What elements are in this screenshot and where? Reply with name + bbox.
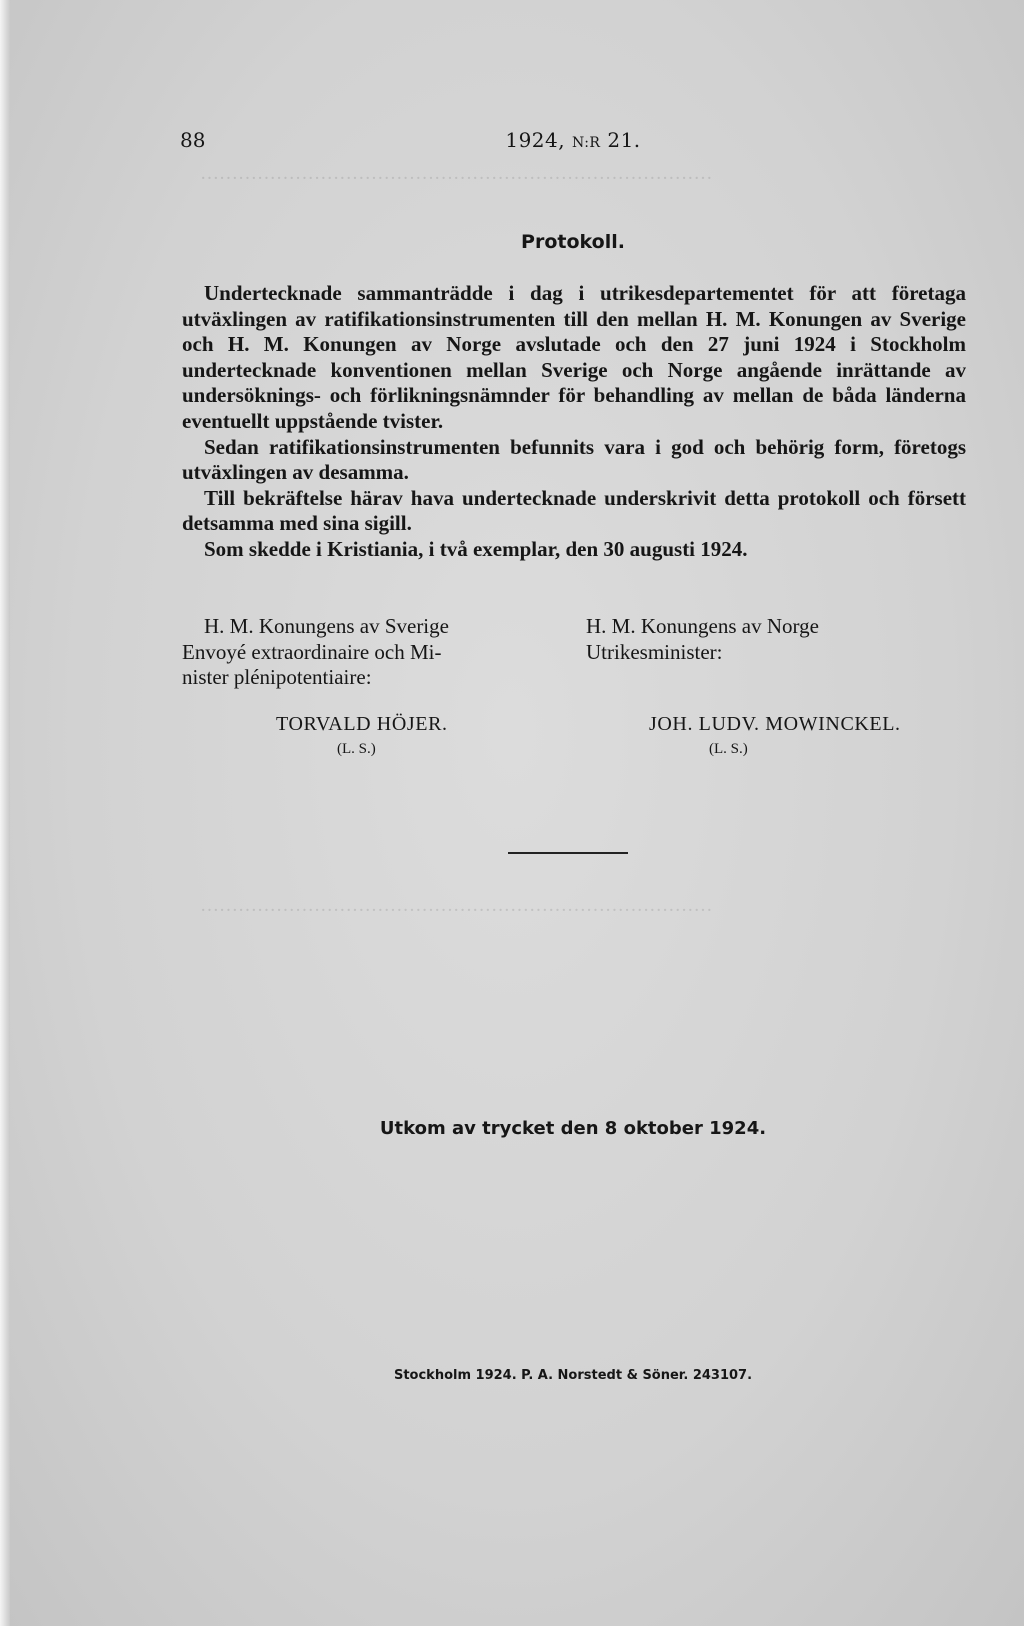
signatory-role: Utrikesminister: — [586, 639, 723, 664]
document-title: Protokoll. — [521, 231, 625, 253]
paragraph: Sedan ratifikationsinstrumenten befunnits vara i god och behörig form, företogs utväxlingen av desamma. — [182, 434, 966, 485]
running-head-year: 1924, — [505, 128, 572, 152]
running-head-number-label: N:R — [571, 135, 601, 151]
show-through-texture: ················································································· — [200, 168, 713, 189]
show-through-texture: ················································································· — [200, 900, 713, 921]
signatory-sweden — [182, 614, 572, 691]
running-head-number: 21. — [600, 128, 641, 152]
paragraph: Till bekräftelse härav hava undertecknade underskrivit detta protokoll och försett detsamma med sina sigill. — [182, 485, 966, 536]
running-head — [180, 128, 966, 152]
signatory-name-sweden: TORVALD HÖJER. — [276, 713, 448, 735]
signatory-title: H. M. Konungens av Sverige — [204, 614, 449, 638]
signatory-title: H. M. Konungens av Norge — [586, 614, 819, 638]
seal-mark-norway: (L. S.) — [709, 741, 748, 757]
signatory-role: nister plénipotentiaire: — [182, 665, 372, 690]
paragraph: Undertecknade sammanträdde i dag i utrikesdepartementet för att företaga utväxlingen av ratifikationsinstrumenten till den mellan H. M. Konungen av Sverige och H. M. Konungen av Norge avslutade och den 27 juni 1924 i Stockholm undertecknade konventionen mellan Sverige och Norge angående inrättande av undersöknings- och förlikningsnämnder för behandling av mellan de båda länderna eventuellt uppstående tvister. — [182, 281, 966, 433]
section-divider — [508, 852, 628, 854]
signatory-norway — [586, 614, 966, 665]
page-number: 88 — [180, 128, 206, 152]
signatory-role: Envoyé extraordinaire och Mi- — [182, 639, 442, 664]
printer-line: Stockholm 1924. P. A. Norstedt & Söner. 243107. — [393, 1368, 753, 1383]
publication-note: Utkom av trycket den 8 oktober 1924. — [379, 1118, 767, 1139]
signatory-name-norway: JOH. LUDV. MOWINCKEL. — [649, 713, 901, 735]
protocol-body — [182, 281, 966, 563]
seal-mark-sweden: (L. S.) — [337, 741, 376, 757]
page-header — [180, 128, 966, 158]
page-edge — [0, 0, 10, 1626]
paragraph: Som skedde i Kristiania, i två exemplar, den 30 augusti 1924. — [204, 536, 748, 561]
